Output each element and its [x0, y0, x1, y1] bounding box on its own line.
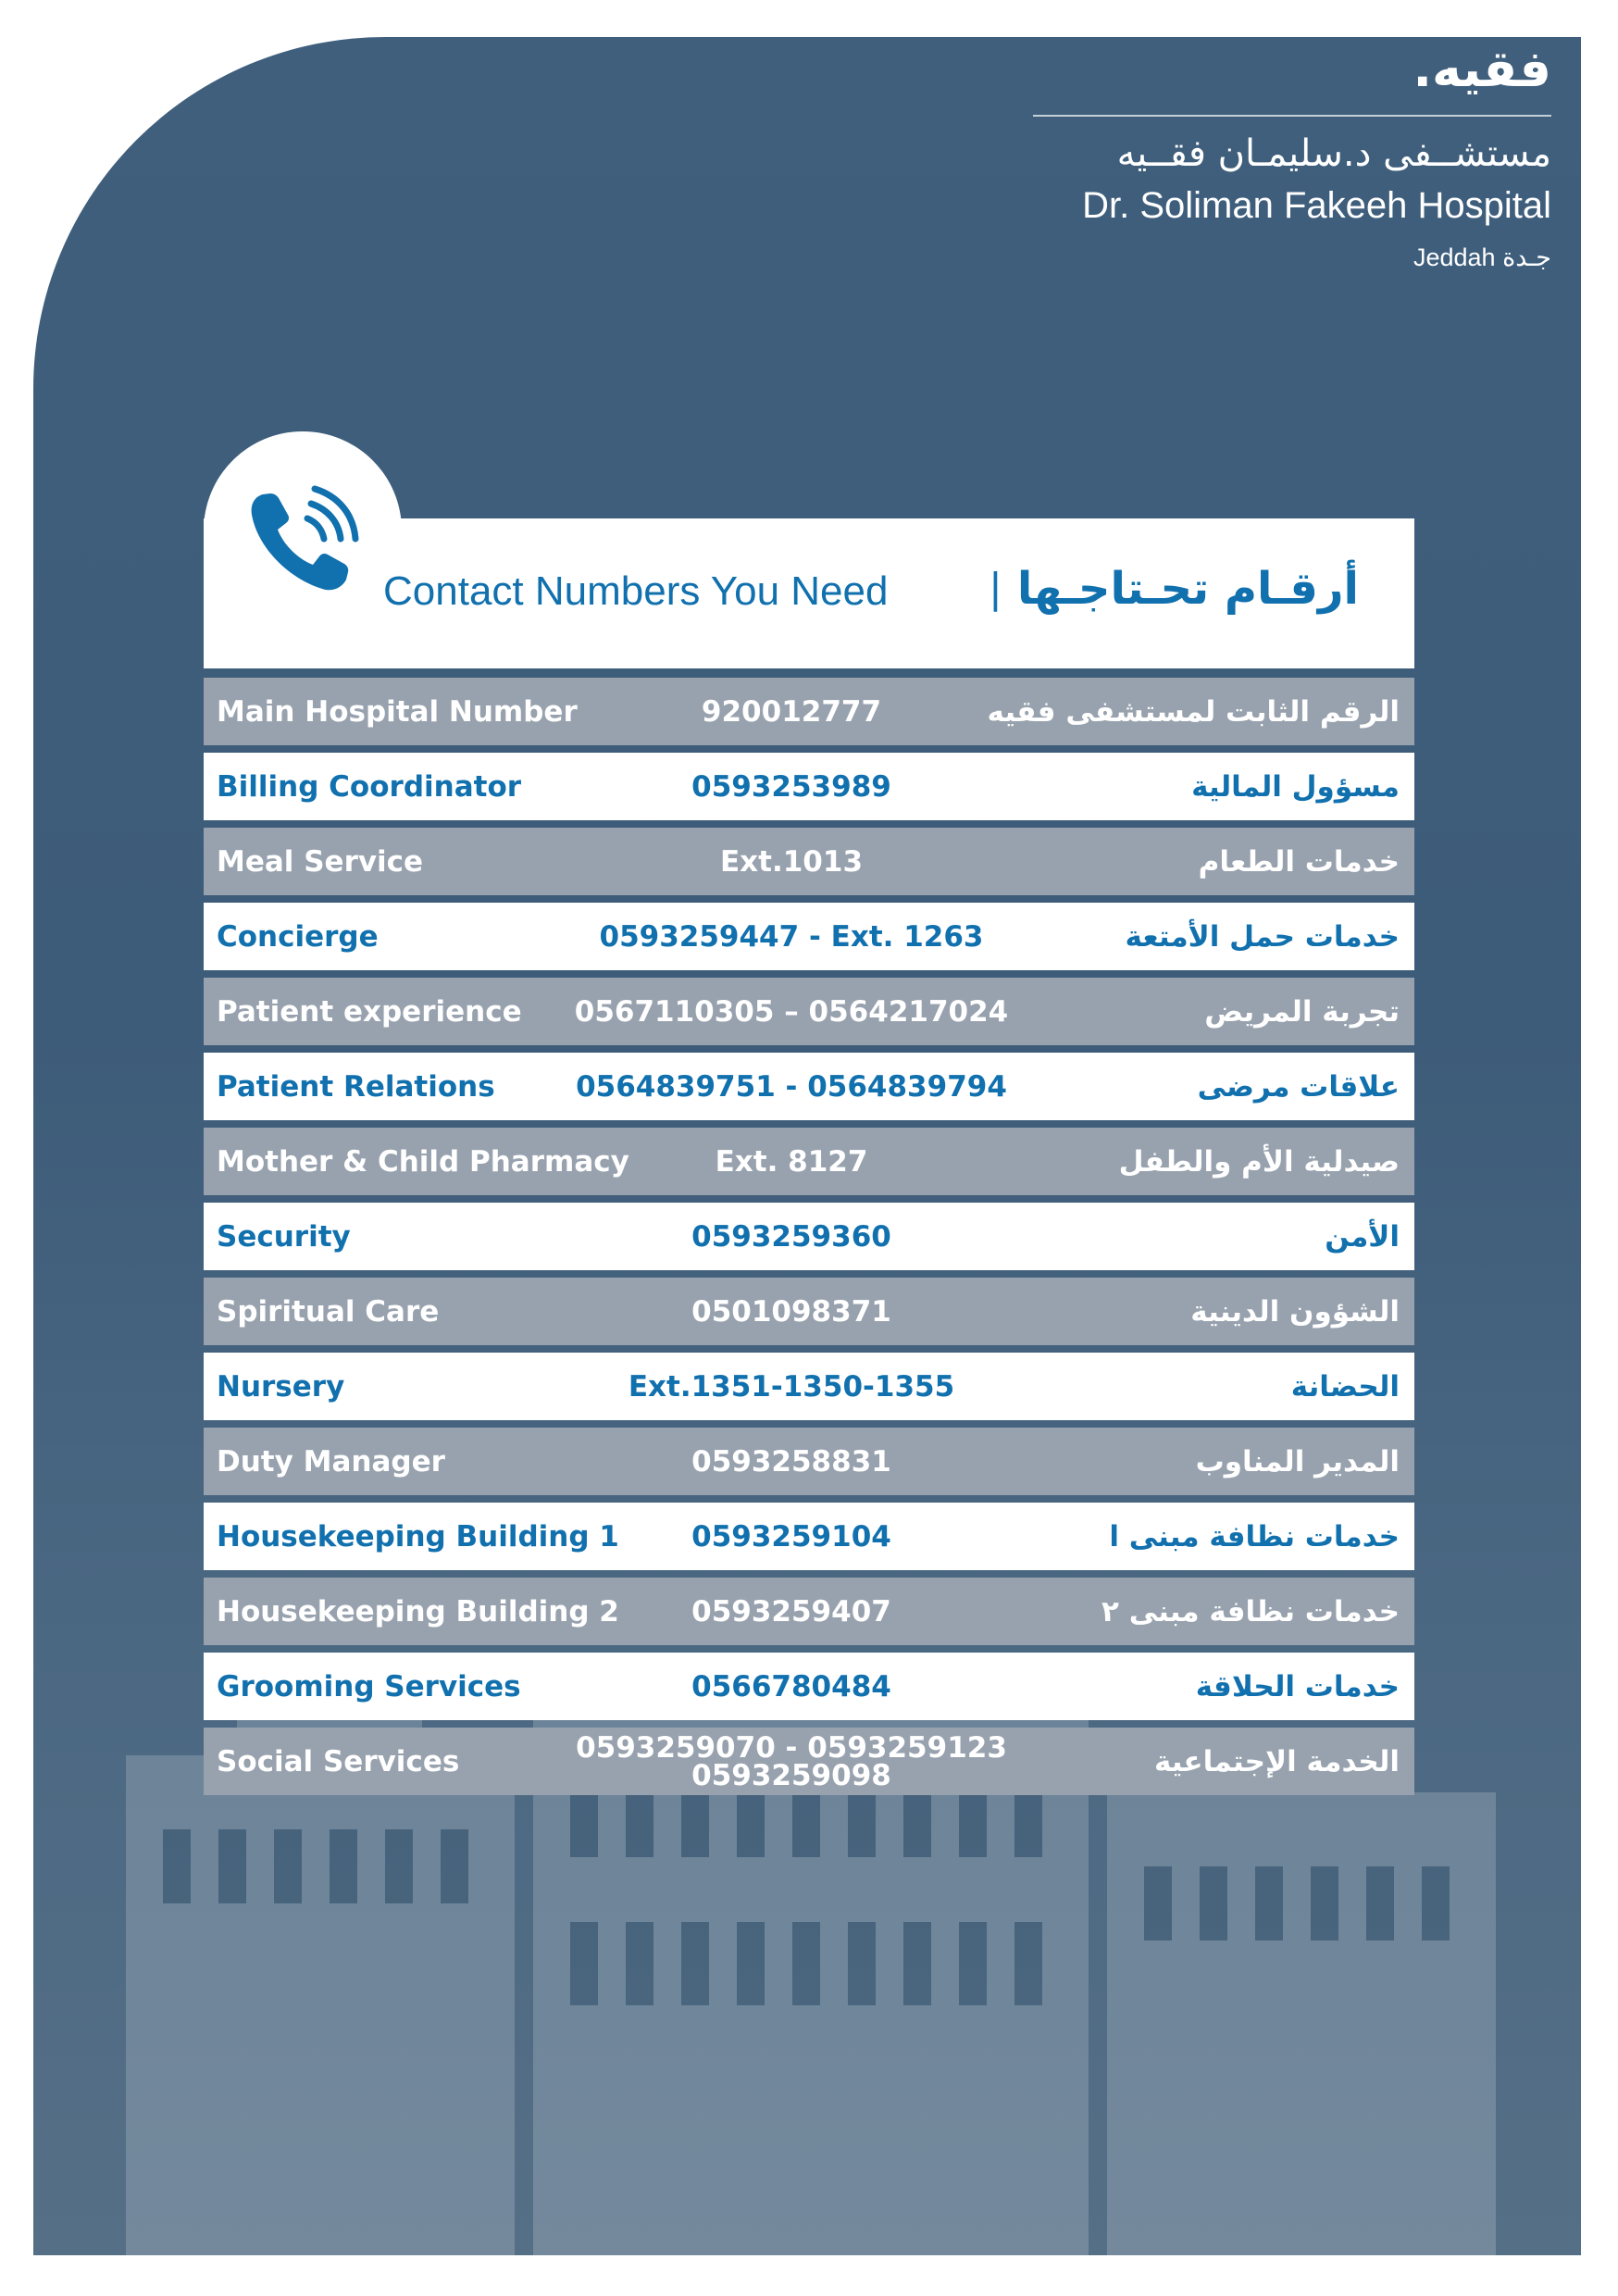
contact-name-ar: الشؤون الدينية	[1190, 1294, 1400, 1329]
contact-number-value: 920012777	[701, 694, 882, 729]
contact-number-value: 0564839751 - 0564839794	[576, 1069, 1007, 1104]
hospital-name-arabic: مستشــفى د.سليمـان فقــيه	[1116, 132, 1551, 175]
contact-number	[555, 1503, 1027, 1570]
brand-logo-arabic: فقيه.	[1413, 40, 1551, 98]
contact-name-en: Patient Relations	[217, 1069, 495, 1104]
contact-name-ar: الرقم الثابت لمستشفى فقيه	[987, 694, 1400, 729]
contact-number-value: Ext.1351-1350-1355	[628, 1369, 955, 1404]
contact-number-value: 0593259104	[691, 1519, 891, 1554]
contact-name-ar: خدمات نظافة مبنى ٢	[1101, 1594, 1400, 1628]
contact-number-value: 0593259360	[691, 1219, 891, 1254]
contact-name-ar: المدير المناوب	[1195, 1444, 1400, 1479]
contact-number-value: 0593259407	[691, 1594, 891, 1628]
contact-name-en: Main Hospital Number	[217, 694, 578, 729]
header-separator: |	[989, 565, 1002, 612]
hospital-logo	[1033, 37, 1551, 278]
contact-row	[204, 1578, 1414, 1645]
contact-row	[204, 1353, 1414, 1420]
logo-divider	[1033, 115, 1551, 117]
header-title-english: Contact Numbers You Need	[383, 568, 889, 614]
contact-name-ar: علاقات مرضى	[1197, 1069, 1400, 1104]
contact-name-en: Billing Coordinator	[217, 769, 522, 804]
contact-number	[555, 1128, 1027, 1195]
hospital-name-english: Dr. Soliman Fakeeh Hospital	[1082, 185, 1551, 226]
contact-name-ar: الأمن	[1325, 1219, 1400, 1254]
contact-number	[555, 1203, 1027, 1270]
contact-name-ar: الخدمة الإجتماعية	[1153, 1744, 1400, 1778]
contact-number-value: 0566780484	[691, 1669, 891, 1703]
contact-number-value: 0593258831	[691, 1444, 891, 1479]
contact-row	[204, 678, 1414, 745]
contact-number	[555, 903, 1027, 970]
contact-row	[204, 1503, 1414, 1570]
contact-name-en: Social Services	[217, 1744, 460, 1778]
contact-number	[555, 1728, 1027, 1795]
contact-name-en: Patient experience	[217, 994, 522, 1029]
contact-name-ar: تجربة المريض	[1204, 994, 1400, 1029]
contact-number-value: 0501098371	[691, 1294, 891, 1329]
contact-number-value: 0593253989	[691, 769, 891, 804]
contact-name-en: Mother & Child Pharmacy	[217, 1144, 629, 1179]
contact-name-en: Duty Manager	[217, 1444, 445, 1479]
contact-name-ar: خدمات الحلاقة	[1195, 1669, 1400, 1703]
contact-name-ar: خدمات الطعام	[1198, 844, 1400, 879]
header-title-arabic: أرقـام تحـتاجـها	[1016, 563, 1359, 615]
contact-row	[204, 1053, 1414, 1120]
contact-number	[555, 1653, 1027, 1720]
contact-row	[204, 903, 1414, 970]
contact-number-value: 0567110305 – 0564217024	[574, 994, 1009, 1029]
contact-row	[204, 753, 1414, 820]
contact-name-en: Grooming Services	[217, 1669, 521, 1703]
contact-row	[204, 1278, 1414, 1345]
city-label: Jeddah جـدة	[1413, 243, 1551, 271]
contact-name-en: Spiritual Care	[217, 1294, 440, 1329]
contact-number-value: Ext.1013	[719, 844, 864, 879]
phone-icon	[243, 481, 361, 600]
contact-row	[204, 1128, 1414, 1195]
contact-row	[204, 978, 1414, 1045]
contact-row	[204, 828, 1414, 895]
contact-number	[555, 1578, 1027, 1645]
contact-number	[555, 1428, 1027, 1495]
contact-name-en: Security	[217, 1219, 351, 1254]
contact-row	[204, 1203, 1414, 1270]
contact-row	[204, 1728, 1414, 1795]
contact-name-ar: مسؤول المالية	[1191, 769, 1400, 804]
contact-name-en: Nursery	[217, 1369, 345, 1404]
contact-number	[555, 678, 1027, 745]
contact-number	[555, 1278, 1027, 1345]
contact-name-ar: صيدلية الأم والطفل	[1118, 1144, 1400, 1179]
contact-number	[555, 753, 1027, 820]
contact-name-ar: الحضانة	[1290, 1369, 1400, 1404]
contact-number	[555, 1353, 1027, 1420]
contact-name-ar: خدمات نظافة مبنى ا	[1109, 1519, 1400, 1554]
contact-name-en: Housekeeping Building 2	[217, 1594, 619, 1628]
contact-name-en: Housekeeping Building 1	[217, 1519, 619, 1554]
contact-row	[204, 1428, 1414, 1495]
contact-number	[555, 978, 1027, 1045]
contact-number	[555, 828, 1027, 895]
contact-name-en: Meal Service	[217, 844, 424, 879]
contact-row	[204, 1653, 1414, 1720]
contact-number-value-2: 0593259098	[691, 1758, 891, 1792]
contact-name-ar: خدمات حمل الأمتعة	[1125, 919, 1400, 954]
contact-number	[555, 1053, 1027, 1120]
contact-number-value: Ext. 8127	[715, 1144, 868, 1179]
contact-name-en: Concierge	[217, 919, 379, 954]
contact-table	[204, 678, 1414, 1803]
contact-number-value: 0593259447 - Ext. 1263	[599, 919, 984, 954]
contact-number-value: 0593259070 - 0593259123	[576, 1730, 1007, 1765]
